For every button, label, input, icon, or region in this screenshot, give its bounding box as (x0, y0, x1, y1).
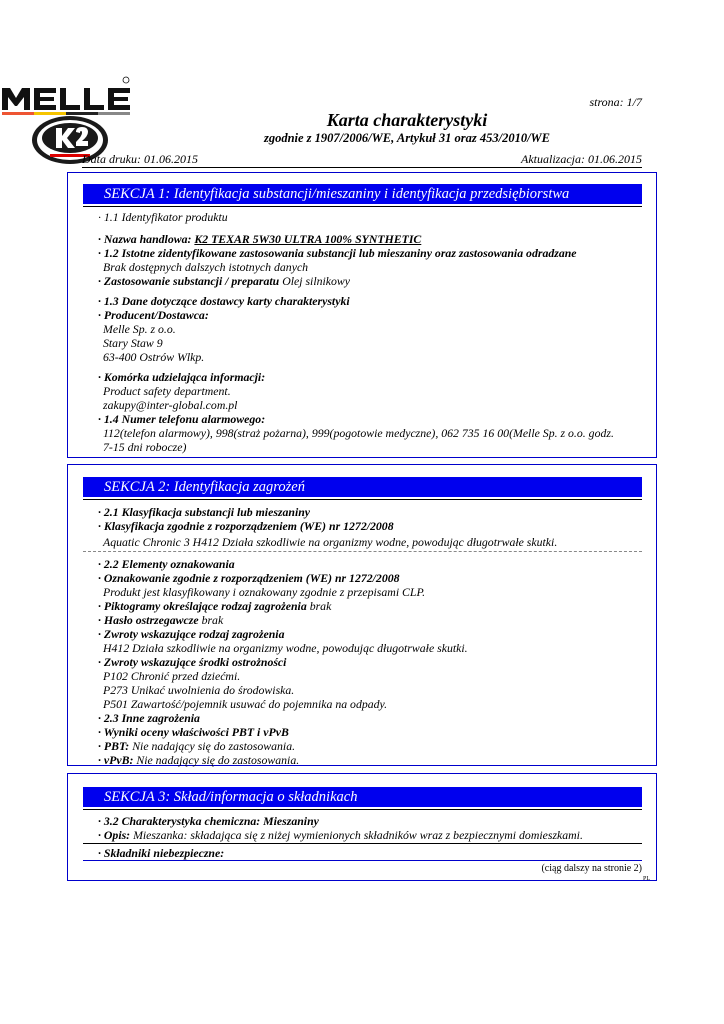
s2-line: · Wyniki oceny właściwości PBT i vPvB (98, 725, 289, 739)
pictogram-label: · Piktogramy określające rodzaj zagrożenia (98, 599, 310, 613)
vpvb-row (98, 753, 299, 767)
s1-line: Brak dostępnych dalszych istotnych danych (103, 260, 309, 274)
s1-line: · 1.2 Istotne zidentyfikowane zastosowania substancji lub mieszaniny oraz zastosowania odradzane (98, 246, 577, 260)
s1-line: 7-15 dni robocze) (103, 440, 187, 454)
section-3-rule-2 (83, 843, 642, 844)
s2-line: · Zwroty wskazujące rodzaj zagrożenia (98, 627, 285, 641)
language-code: PL (642, 876, 650, 882)
s1-line: · Producent/Dostawca: (98, 308, 209, 322)
section-3 (67, 773, 657, 881)
s1-line: · 1.1 Identyfikator produktu (98, 210, 228, 224)
trade-name-value: K2 TEXAR 5W30 ULTRA 100% SYNTHETIC (194, 232, 422, 246)
section-2-title: SEKCJA 2: Identyfikacja zagrożeń (83, 477, 642, 497)
pbt-label: · PBT: (98, 739, 133, 753)
pictogram-value: brak (309, 599, 332, 613)
section-3-title: SEKCJA 3: Skład/informacja o składnikach (83, 787, 642, 807)
s1-line: · Komórka udzielająca informacji: (98, 370, 266, 384)
section-2-rule (83, 499, 642, 500)
s1-line: 63-400 Ostrów Wlkp. (103, 350, 205, 364)
description-value: Mieszanka: składająca się z niżej wymienionych składników wraz z bezpiecznymi domieszkami. (133, 828, 583, 842)
substance-use-label: · Zastosowanie substancji / preparatu (98, 274, 283, 288)
s2-line: · 2.1 Klasyfikacja substancji lub mieszaniny (98, 505, 311, 519)
update-date: Aktualizacja: 01.06.2015 (521, 152, 642, 166)
s1-line: · 1.3 Dane dotyczące dostawcy karty charakterystyki (98, 294, 350, 308)
s2-line: H412 Działa szkodliwie na organizmy wodne, powodując długotrwałe skutki. (103, 641, 468, 655)
section-2-divider (83, 551, 642, 552)
s2-line: · Oznakowanie zgodnie z rozporządzeniem (WE) nr 1272/2008 (98, 571, 400, 585)
s2-line: · 2.3 Inne zagrożenia (98, 711, 200, 725)
s2-line: P273 Unikać uwolnienia do środowiska. (103, 683, 295, 697)
section-1 (67, 172, 657, 458)
pictogram-row (98, 599, 331, 613)
pbt-row (98, 739, 295, 753)
s2-line: Aquatic Chronic 3 H412 Działa szkodliwie na organizmy wodne, powodując długotrwałe skutki. (103, 535, 558, 549)
continued-note: (ciąg dalszy na stronie 2) (541, 863, 642, 874)
s2-line: Produkt jest klasyfikowany i oznakowany zgodnie z przepisami CLP. (103, 585, 426, 599)
trade-name-label: · Nazwa handlowa: (98, 232, 195, 246)
s1-line: Melle Sp. z o.o. (103, 322, 176, 336)
s1-line: 112(telefon alarmowy), 998(straż pożarna), 999(pogotowie medyczne), 062 735 16 00(Melle Sp. z o.o. godz. (103, 426, 614, 440)
description-row (98, 828, 583, 842)
signal-word-value: brak (201, 613, 224, 627)
substance-use-row (98, 274, 350, 288)
vpvb-value: Nie nadający się do zastosowania. (136, 753, 300, 767)
s2-line: · 2.2 Elementy oznakowania (98, 557, 235, 571)
signal-word-row (98, 613, 223, 627)
description-label: · Opis: (98, 828, 134, 842)
section-1-rule (83, 206, 642, 207)
header-rule (82, 167, 642, 168)
section-2 (67, 464, 657, 766)
s1-line: · 1.4 Numer telefonu alarmowego: (98, 412, 266, 426)
trade-name-row (98, 232, 421, 246)
s2-line: · Zwroty wskazujące środki ostrożności (98, 655, 287, 669)
substance-use-value: Olej silnikowy (282, 274, 351, 288)
s1-line: Product safety department. (103, 384, 231, 398)
section-1-title: SEKCJA 1: Identyfikacja substancji/mieszaniny i identyfikacja przedsiębiorstwa (83, 184, 642, 204)
section-3-rule-3 (83, 860, 642, 861)
section-3-rule (83, 809, 642, 810)
s1-line: Stary Staw 9 (103, 336, 163, 350)
s2-line: P102 Chronić przed dziećmi. (103, 669, 241, 683)
page-number: strona: 1/7 (589, 95, 642, 109)
s3-line: · Składniki niebezpieczne: (98, 846, 225, 860)
signal-word-label: · Hasło ostrzegawcze (98, 613, 202, 627)
s1-email[interactable]: zakupy@inter-global.com.pl (103, 398, 238, 412)
vpvb-label: · vPvB: (98, 753, 137, 767)
document-title: Karta charakterystyki (326, 110, 488, 130)
s3-line: · 3.2 Charakterystyka chemiczna: Mieszaniny (98, 814, 319, 828)
document-subtitle: zgodnie z 1907/2006/WE, Artykuł 31 oraz 453/2010/WE (263, 131, 551, 145)
print-date: Data druku: 01.06.2015 (82, 152, 198, 166)
s2-line: P501 Zawartość/pojemnik usuwać do pojemnika na odpady. (103, 697, 388, 711)
pbt-value: Nie nadający się do zastosowania. (132, 739, 296, 753)
s2-line: · Klasyfikacja zgodnie z rozporządzeniem (WE) nr 1272/2008 (98, 519, 394, 533)
